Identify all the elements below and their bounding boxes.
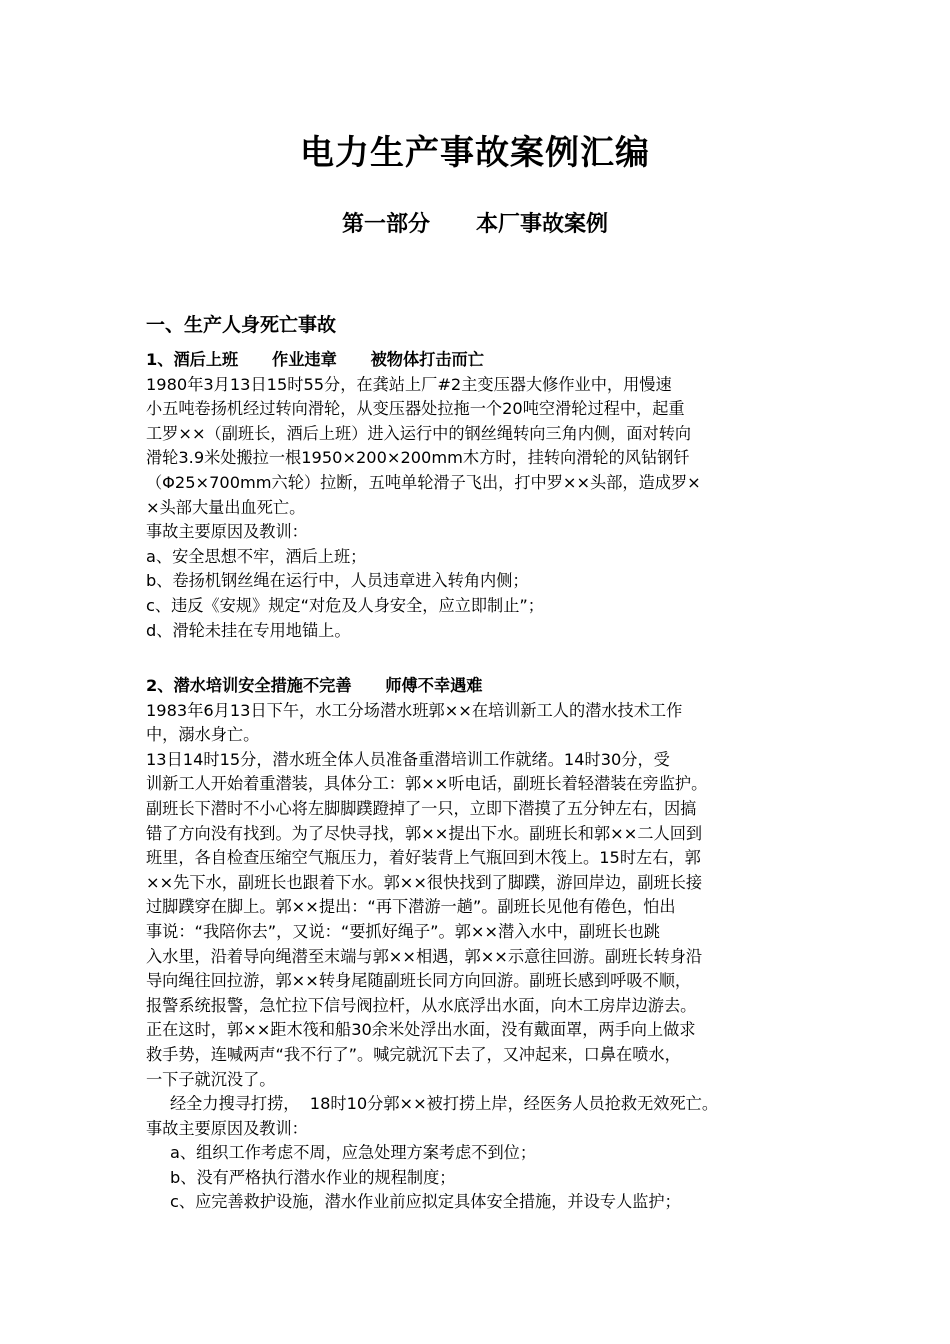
case-2-line: 训新工人开始着重潜装，具体分工：郭××听电话，副班长着轻潜装在旁监护。 bbox=[146, 774, 708, 794]
case-1-line: 1980年3月13日15时55分，在龚站上厂#2主变压器大修作业中，用慢速 bbox=[146, 374, 672, 394]
case-2-cause-item: b、没有严格执行潜水作业的规程制度； bbox=[170, 1167, 456, 1187]
case-2-line: 班里，各自检查压缩空气瓶压力，着好装背上气瓶回到木筏上。15时左右，郭 bbox=[146, 848, 701, 868]
case-2-cause-item: a、组织工作考虑不周，应急处理方案考虑不到位； bbox=[170, 1143, 537, 1163]
case-1-cause-item: b、卷扬机钢丝绳在运行中，人员违章进入转角内侧； bbox=[146, 571, 529, 591]
case-2-line: 13日14时15分，潜水班全体人员准备重潜培训工作就绪。14时30分，受 bbox=[146, 749, 670, 769]
case-1-line: 小五吨卷扬机经过转向滑轮，从变压器处拉拖一个20吨空滑轮过程中，起重 bbox=[146, 399, 685, 419]
case-2-line: 中，溺水身亡。 bbox=[146, 725, 260, 745]
case-1-line: ×头部大量出血死亡。 bbox=[146, 497, 306, 517]
case-2-line: 过脚蹼穿在脚上。郭××提出：“再下潜游一趟”。副班长见他有倦色，怕出 bbox=[146, 897, 676, 917]
case-2-line: 副班长下潜时不小心将左脚脚蹼蹬掉了一只，立即下潜摸了五分钟左右，因搞 bbox=[146, 798, 697, 818]
case-1-cause-item: d、滑轮未挂在专用地锚上。 bbox=[146, 620, 351, 640]
case-2-line: 导向绳往回拉游，郭××转身尾随副班长同方向回游。副班长感到呼吸不顺， bbox=[146, 971, 692, 991]
case-2-line: 报警系统报警，急忙拉下信号阀拉杆，从水底浮出水面，向木工房岸边游去。 bbox=[146, 995, 697, 1015]
case-2-line: 错了方向没有找到。为了尽快寻找，郭××提出下水。副班长和郭××二人回到 bbox=[146, 823, 703, 843]
case-2-line: 正在这时，郭××距木筏和船30余米处浮出水面，没有戴面罩，两手向上做求 bbox=[146, 1020, 696, 1040]
part-title: 第一部分 本厂事故案例 bbox=[342, 212, 608, 237]
case-2-rescue-line: 经全力搜寻打捞， 18时10分郭××被打捞上岸，经医务人员抢救无效死亡。 bbox=[170, 1094, 719, 1114]
document-title: 电力生产事故案例汇编 bbox=[300, 133, 650, 173]
case-2-cause-item: c、应完善救护设施，潜水作业前应拟定具体安全措施，并设专人监护； bbox=[170, 1192, 681, 1212]
case-1-line: 滑轮3.9米处搬拉一根1950×200×200mm木方时，挂转向滑轮的风钻钢钎 bbox=[146, 448, 690, 468]
case-2 bbox=[146, 674, 826, 1215]
case-1-cause-item: a、安全思想不牢，酒后上班； bbox=[146, 546, 367, 566]
case-2-line: 一下子就沉没了。 bbox=[146, 1069, 276, 1089]
section-title: 一、生产人身死亡事故 bbox=[146, 314, 337, 336]
case-1 bbox=[146, 348, 826, 643]
case-2-causes-label: 事故主要原因及教训： bbox=[146, 1118, 308, 1138]
case-2-line: 1983年6月13日下午，水工分场潜水班郭××在培训新工人的潜水技术工作 bbox=[146, 700, 683, 720]
case-1-cause-item: c、违反《安规》规定“对危及人身安全，应立即制止”； bbox=[146, 595, 544, 615]
case-2-line: 救手势，连喊两声“我不行了”。喊完就沉下去了，又冲起来，口鼻在喷水， bbox=[146, 1044, 681, 1064]
case-2-heading: 2、潜水培训安全措施不完善 师傅不幸遇难 bbox=[146, 676, 483, 695]
case-1-line: 工罗××（副班长，酒后上班）进入运行中的钢丝绳转向三角内侧，面对转向 bbox=[146, 423, 692, 443]
case-1-causes-label: 事故主要原因及教训： bbox=[146, 522, 308, 542]
case-2-line: ××先下水，副班长也跟着下水。郭××很快找到了脚蹼，游回岸边，副班长接 bbox=[146, 872, 703, 892]
case-1-line: （Φ25×700mm六轮）拉断，五吨单轮滑子飞出，打中罗××头部，造成罗× bbox=[146, 472, 701, 492]
case-1-heading: 1、酒后上班 作业违章 被物体打击而亡 bbox=[146, 350, 484, 369]
case-2-line: 入水里，沿着导向绳潜至末端与郭××相遇，郭××示意往回游。副班长转身沿 bbox=[146, 946, 703, 966]
case-2-line: 事说：“我陪你去”，又说：“要抓好绳子”。郭××潜入水中，副班长也跳 bbox=[146, 921, 660, 941]
